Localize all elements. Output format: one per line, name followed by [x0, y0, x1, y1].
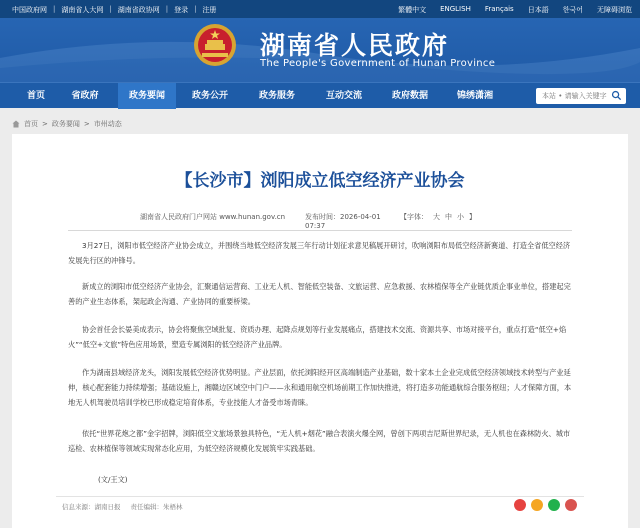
font-size-controls — [400, 212, 476, 230]
info-source: 信息来源：湖南日报 — [62, 503, 121, 511]
register-link[interactable]: 注册 — [202, 6, 217, 14]
nav-government-news[interactable]: 政务要闻 — [118, 83, 176, 109]
nav-hunan-scenery[interactable]: 锦绣潇湘 — [456, 91, 493, 101]
article-author: (文/王文) — [98, 475, 128, 484]
font-medium-button[interactable]: 中 — [445, 213, 452, 221]
breadcrumb — [12, 119, 122, 129]
separator: | — [165, 5, 169, 13]
breadcrumb-news[interactable]: 政务要闻 — [51, 120, 80, 128]
nav-interaction[interactable]: 互动交流 — [325, 91, 362, 101]
print-share-icon[interactable] — [565, 499, 577, 511]
article-card — [12, 134, 628, 528]
search-icon[interactable] — [611, 90, 622, 101]
lang-french[interactable]: Français — [484, 5, 514, 13]
separator: | — [53, 5, 56, 13]
search-input[interactable] — [536, 88, 626, 104]
separator: | — [109, 5, 112, 13]
article-paragraph: 协会首任会长晏美成表示，协会将聚焦空域批复、资质办理、起降点规划等行业发展痛点，搭建技术交流、资源共享、市场对接平台，重点打造“低空+焰火”“低空+文旅”特色应用场景，塑造专属浏阳的低空经济产业品牌。 — [68, 325, 567, 349]
site-subtitle: The People's Government of Hunan Province — [260, 58, 496, 69]
lang-english[interactable]: ENGLISH — [440, 5, 471, 13]
article-paragraph: 依托“世界花炮之都”金字招牌，浏阳低空文旅场景独具特色，“无人机+烟花”融合表演火爆全网，曾创下两项吉尼斯世界纪录，无人机也在森林防火、城市巡检、农林植保等领域实现常态化应用，为低空经济规模化发展筑牢实践基础。 — [68, 429, 571, 453]
font-small-button[interactable]: 小 — [457, 213, 464, 221]
weibo-share-icon[interactable] — [514, 499, 526, 511]
nav-government-affairs[interactable]: 政务公开 — [191, 91, 228, 101]
qzone-share-icon[interactable] — [531, 499, 543, 511]
breadcrumb-city-news[interactable]: 市州动态 — [93, 120, 122, 128]
site-header — [0, 18, 640, 82]
national-emblem-icon[interactable] — [192, 22, 238, 68]
breadcrumb-separator: > — [83, 120, 90, 128]
article-source: 湖南省人民政府门户网站 www.hunan.gov.cn — [140, 213, 286, 221]
font-close-bracket: 】 — [469, 213, 476, 221]
publish-time — [305, 212, 400, 230]
font-label: 【字体： — [400, 213, 428, 221]
separator: | — [194, 5, 197, 13]
meta-divider — [68, 230, 572, 231]
publish-label: 发布时间： — [305, 213, 340, 221]
accessibility-link[interactable]: 无障碍浏览 — [597, 6, 632, 14]
lang-japanese[interactable]: 日本語 — [527, 6, 549, 14]
wechat-share-icon[interactable] — [548, 499, 560, 511]
lang-korean[interactable]: 한국어 — [562, 6, 583, 14]
nav-government-data[interactable]: 政府数据 — [391, 91, 428, 101]
link-npc[interactable]: 湖南省人大网 — [61, 6, 104, 14]
publish-value: 2026-04-01 07:37 — [305, 213, 381, 230]
top-utility-bar — [0, 0, 640, 18]
nav-government[interactable]: 省政府 — [71, 91, 99, 101]
home-icon — [12, 120, 20, 128]
responsible-editor: 责任编辑：朱梧林 — [130, 503, 183, 511]
article-paragraph: 3月27日，浏阳市低空经济产业协会成立，并围绕当地低空经济发展三年行动计划征求意见稿展开研讨，吹响浏阳布局低空经济新赛道、打造全省低空经济发展先行区的冲锋号。 — [68, 241, 571, 265]
site-title: 湖南省人民政府 — [260, 31, 450, 60]
footer-divider — [56, 496, 584, 497]
article-paragraph: 作为湖南县域经济龙头，浏阳发展低空经济优势明显。产业层面，依托浏阳经开区高端制造产业基础，数十家本土企业完成低空经济领域技术转型与产业延伸，核心配套能力持续增强；基础设施上，湘赣边区域空中门户——永和通用航空机场前期工作加快推进，将打造多功能通航综合服务枢纽；人才保障方面，本地无人机驾驶员培训学校已形成稳定培育体系，专业技能人才备受市场青睐。 — [68, 368, 572, 407]
nav-home[interactable]: 首页 — [26, 91, 45, 101]
language-links — [398, 5, 632, 15]
top-links — [12, 5, 216, 15]
article-paragraph: 新成立的浏阳市低空经济产业协会，汇聚通信运营商、工业无人机、智能低空装备、文旅运营、应急救援、农林植保等全产业链优质企事业单位，搭建起完善的产业生态体系，架起政企沟通、产业协同的重要桥梁。 — [68, 282, 571, 306]
article-title: 【长沙市】浏阳成立低空经济产业协会 — [175, 171, 465, 191]
breadcrumb-home[interactable]: 首页 — [24, 120, 38, 128]
main-navigation — [0, 82, 640, 108]
breadcrumb-separator: > — [42, 120, 48, 128]
font-large-button[interactable]: 大 — [433, 213, 440, 221]
search-placeholder: 本站 • 请输入关键字 — [542, 92, 607, 100]
nav-government-services[interactable]: 政务服务 — [258, 91, 295, 101]
article-footer — [62, 502, 183, 511]
lang-traditional[interactable]: 繁體中文 — [398, 6, 427, 14]
link-gov-cn[interactable]: 中国政府网 — [12, 6, 47, 14]
article-meta — [140, 212, 476, 230]
share-buttons — [514, 499, 577, 511]
login-link[interactable]: 登录 — [174, 6, 189, 14]
link-cppcc[interactable]: 湖南省政协网 — [117, 6, 160, 14]
